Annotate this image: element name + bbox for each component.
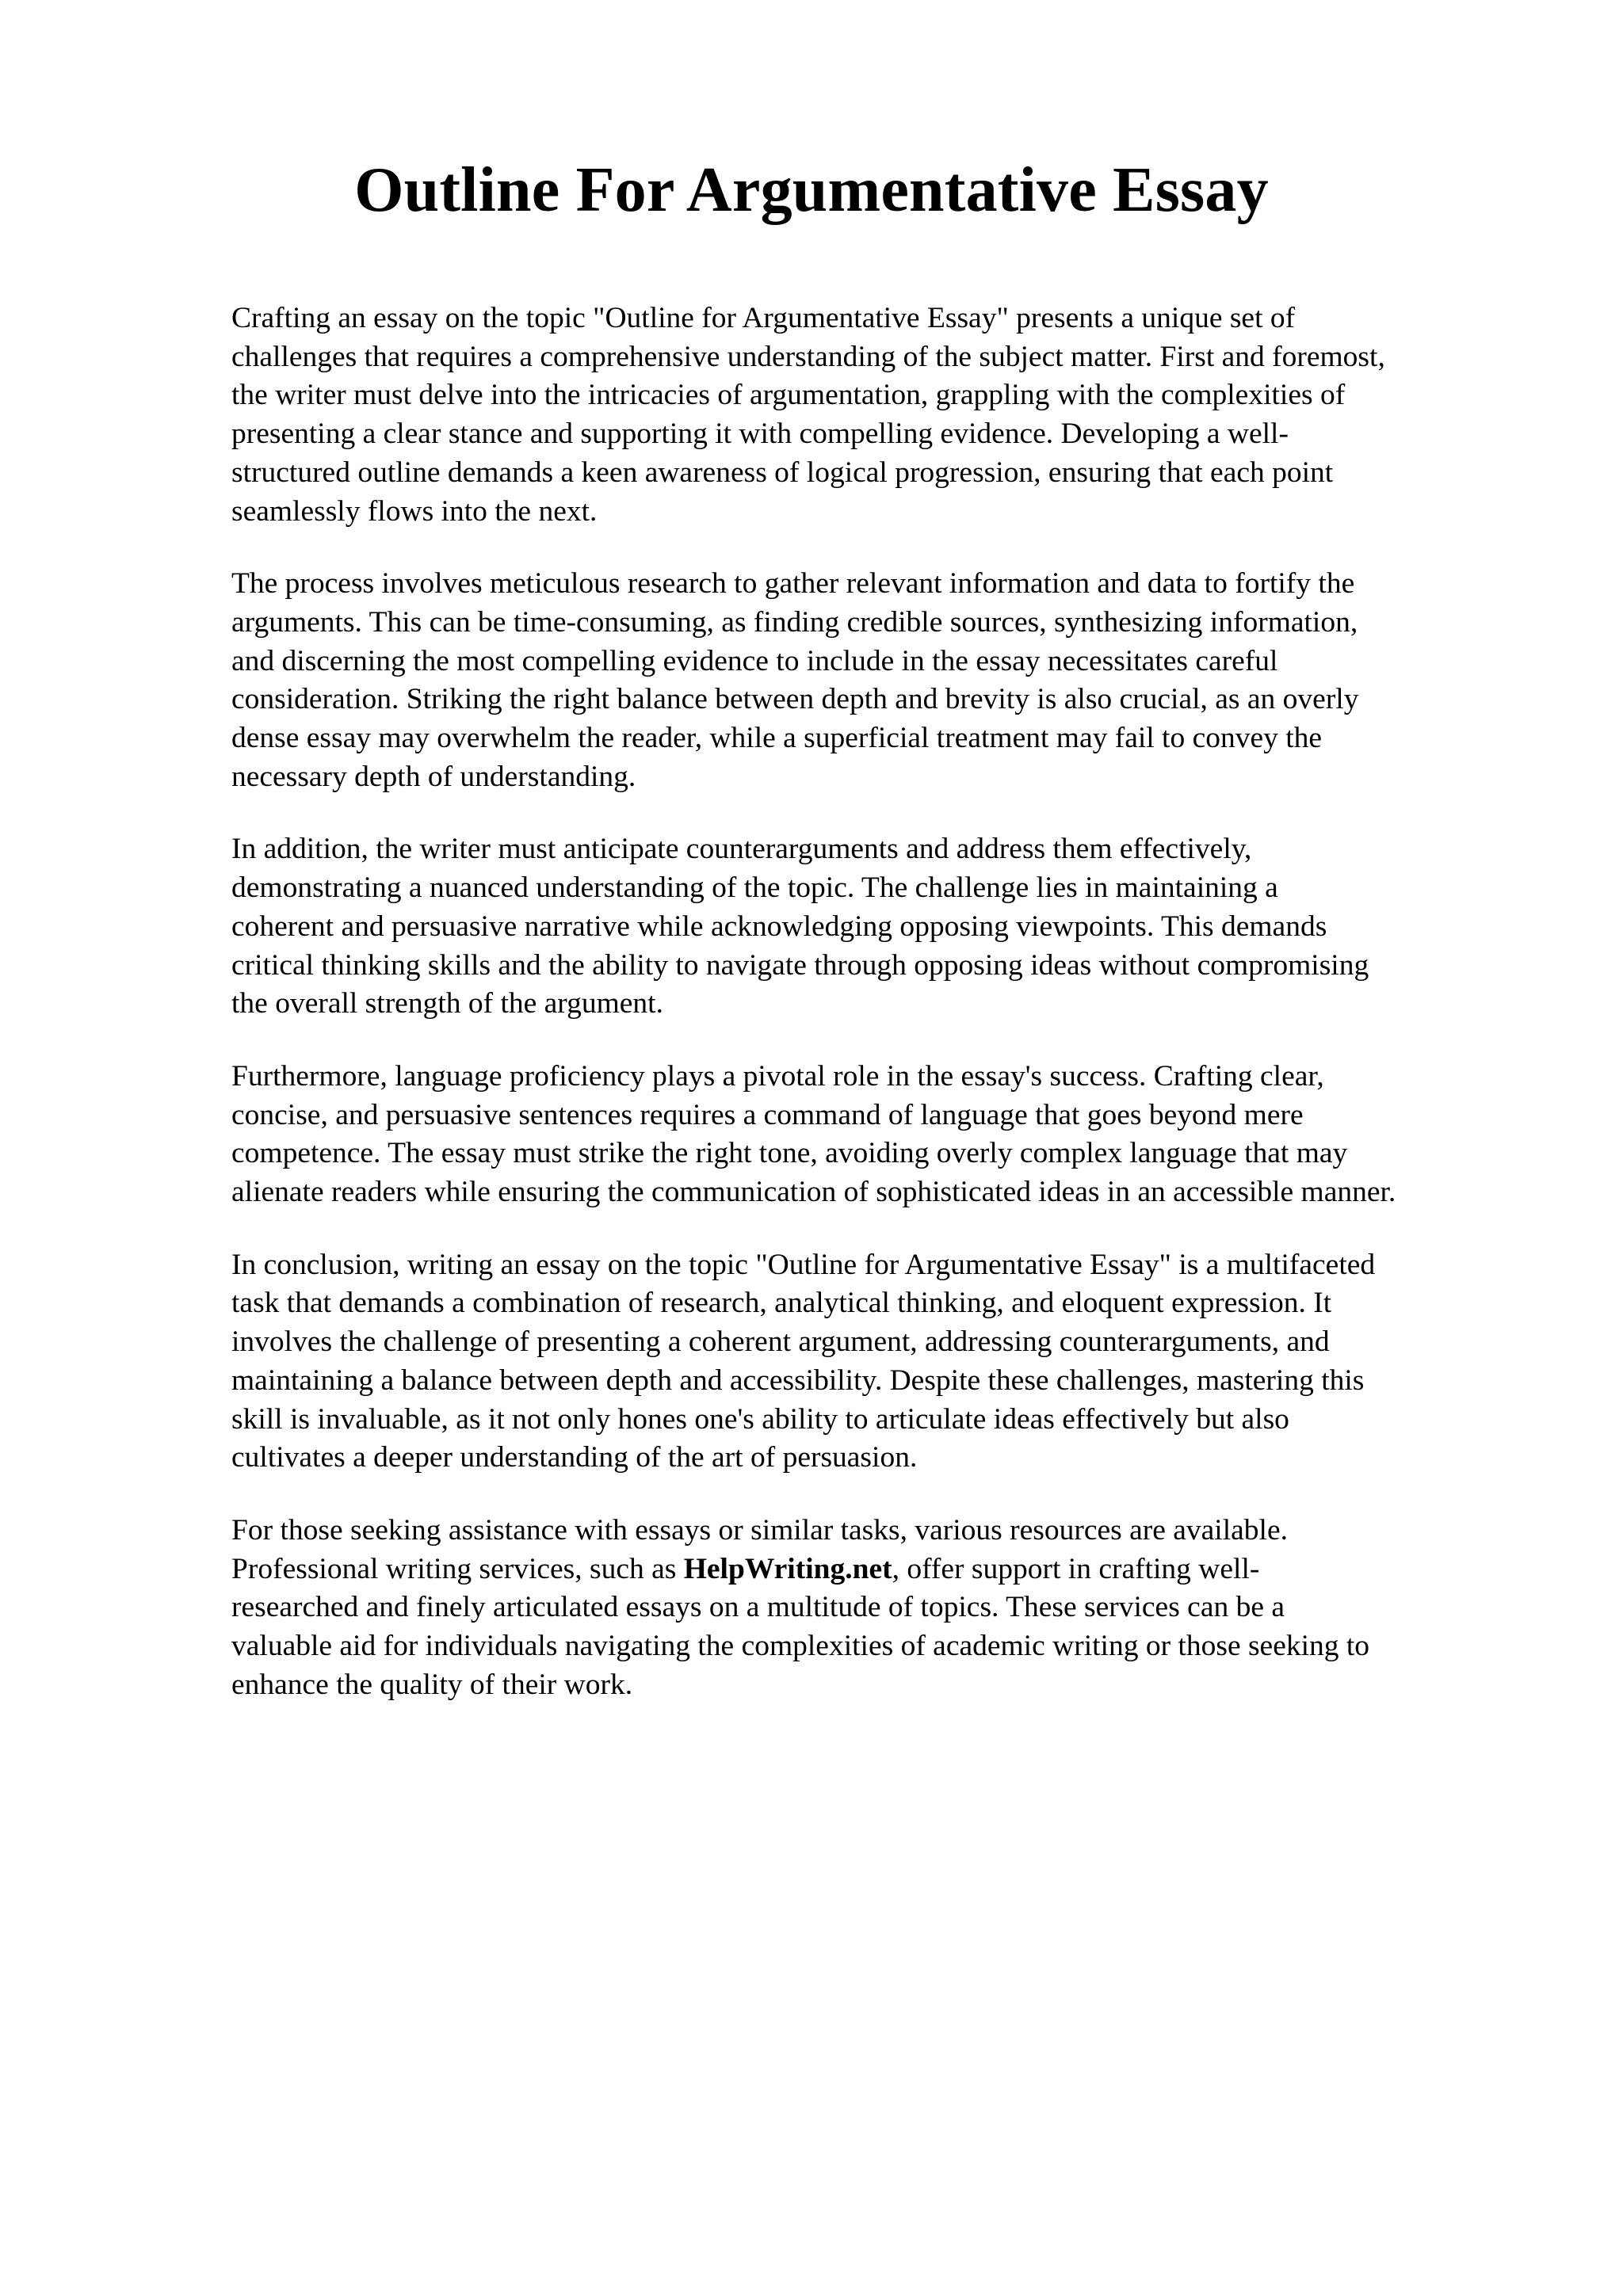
paragraph-line: critical thinking skills and the ability to navigate through opposing ideas without compromising [231,948,1369,982]
paragraph-line: In conclusion, writing an essay on the topic "Outline for Argumentative Essay" is a multifaceted [231,1248,1376,1281]
paragraph-line: enhance the quality of their work. [231,1668,633,1701]
paragraph-line: dense essay may overwhelm the reader, while a superficial treatment may fail to convey the [231,722,1323,755]
paragraph-line: involves the challenge of presenting a coherent argument, addressing counterarguments, and [231,1325,1330,1359]
brand-name: HelpWriting.net [683,1552,892,1585]
paragraph-line: skill is invaluable, as it not only hones one's ability to articulate ideas effectively but also [231,1402,1289,1436]
paragraph-5 [231,1246,1515,1478]
document-body [231,299,1515,1739]
paragraph-line: structured outline demands a keen awareness of logical progression, ensuring that each point [231,456,1334,489]
paragraph-line: the writer must delve into the intricacies of argumentation, grappling with the complexities of [231,379,1346,412]
line-text-after-brand: , offer support in crafting well- [892,1552,1260,1585]
paragraph-line: valuable aid for individuals navigating the complexities of academic writing or those seeking to [231,1630,1370,1663]
paragraph-line: seamlessly flows into the next. [231,494,598,528]
paragraph-line: researched and finely articulated essays on a multitude of topics. These services can be a [231,1591,1285,1624]
paragraph-2 [231,565,1515,796]
paragraph-6 [231,1512,1515,1705]
paragraph-line: cultivates a deeper understanding of the art of persuasion. [231,1441,918,1474]
paragraph-line: maintaining a balance between depth and accessibility. Despite these challenges, mastering this [231,1363,1365,1397]
paragraph-line: The process involves meticulous research to gather relevant information and data to fortify the [231,567,1355,601]
paragraph-line: arguments. This can be time-consuming, as finding credible sources, synthesizing information, [231,605,1358,639]
paragraph-line [231,1550,1515,1589]
paragraph-line: alienate readers while ensuring the communication of sophisticated ideas in an accessible manner. [231,1176,1396,1209]
paragraph-line: challenges that requires a comprehensive understanding of the subject matter. First and foremost, [231,340,1385,373]
paragraph-line: demonstrating a nuanced understanding of the topic. The challenge lies in maintaining a [231,871,1278,905]
paragraph-4 [231,1058,1515,1212]
paragraph-line: task that demands a combination of research, analytical thinking, and eloquent expression. It [231,1287,1332,1320]
paragraph-line: concise, and persuasive sentences requires a command of language that goes beyond mere [231,1098,1304,1131]
paragraph-line: Furthermore, language proficiency plays a pivotal role in the essay's success. Crafting clear, [231,1059,1324,1093]
paragraph-line: the overall strength of the argument. [231,987,663,1020]
paragraph-line: Crafting an essay on the topic "Outline for Argumentative Essay" presents a unique set of [231,302,1296,334]
paragraph-1 [231,299,1515,531]
paragraph-line: and discerning the most compelling evidence to include in the essay necessitates careful [231,644,1278,677]
document-title: Outline For Argumentative Essay [354,155,1269,225]
paragraph-line: competence. The essay must strike the right tone, avoiding overly complex language that may [231,1137,1348,1170]
line-text-before-brand: Professional writing services, such as [231,1552,684,1585]
paragraph-line: In addition, the writer must anticipate counterarguments and address them effectively, [231,833,1252,866]
paragraph-line: consideration. Striking the right balance between depth and brevity is also crucial, as an overly [231,683,1359,716]
paragraph-3 [231,830,1515,1024]
paragraph-line: presenting a clear stance and supporting it with compelling evidence. Developing a well- [231,418,1289,451]
paragraph-line: For those seeking assistance with essays or similar tasks, various resources are available. [231,1513,1288,1547]
paragraph-line: coherent and persuasive narrative while acknowledging opposing viewpoints. This demands [231,910,1327,943]
paragraph-line: necessary depth of understanding. [231,760,636,793]
